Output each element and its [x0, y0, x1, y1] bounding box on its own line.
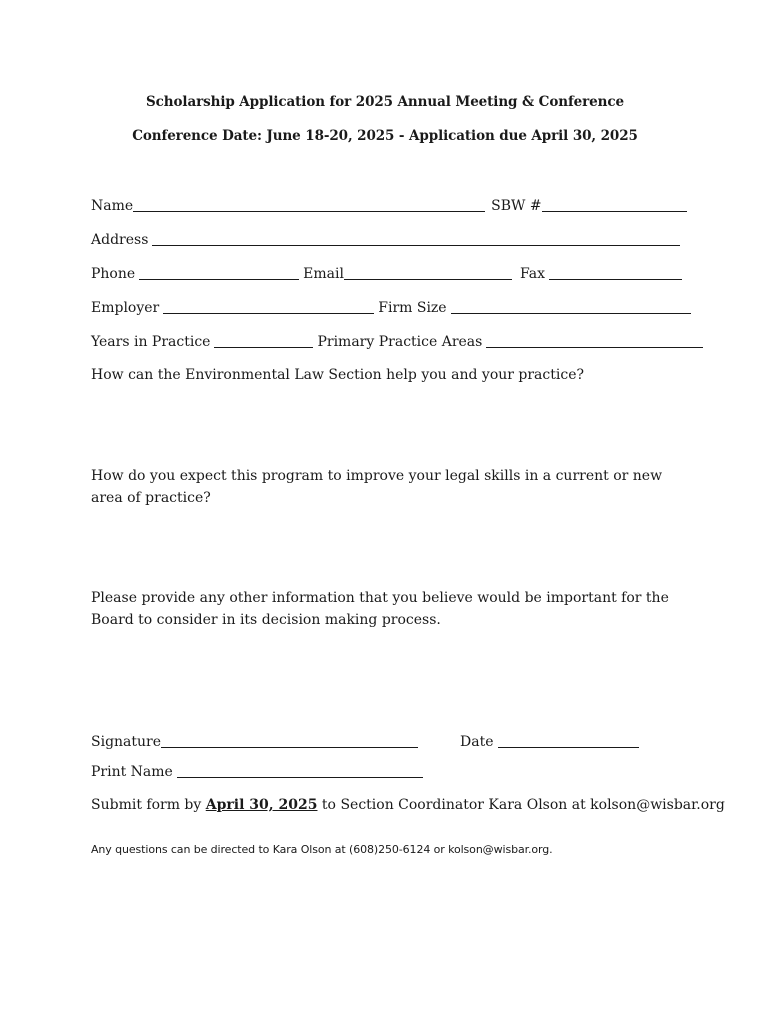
practice-row: [91, 331, 703, 351]
sbw-label: SBW #: [491, 198, 542, 214]
name-label: Name: [91, 198, 134, 214]
submit-suffix: to Section Coordinator Kara Olson at kolson@wisbar.org: [317, 797, 725, 813]
firm-size-field[interactable]: [451, 299, 691, 314]
question-section-help: How can the Environmental Law Section help you and your practice?: [91, 367, 584, 383]
date-field[interactable]: [498, 733, 639, 748]
practice-areas-label: Primary Practice Areas: [317, 334, 483, 350]
form-title: Scholarship Application for 2025 Annual Meeting & Conference: [146, 94, 624, 110]
phone-field[interactable]: [139, 265, 299, 280]
print-name-label: Print Name: [91, 764, 173, 780]
fax-field[interactable]: [549, 265, 682, 280]
sbw-number-field[interactable]: [542, 197, 687, 212]
date-label: Date: [460, 734, 494, 750]
name-sbw-row: [91, 195, 687, 215]
contact-row: [91, 263, 682, 283]
print-name-field[interactable]: [177, 763, 423, 778]
signature-label: Signature: [91, 734, 162, 750]
firm-size-label: Firm Size: [378, 300, 447, 316]
years-in-practice-label: Years in Practice: [91, 334, 211, 350]
fax-label: Fax: [519, 266, 545, 282]
conference-date-line: Conference Date: June 18-20, 2025 - Application due April 30, 2025: [132, 128, 638, 144]
address-row: [91, 229, 680, 249]
print-name-row: [91, 761, 423, 781]
submit-deadline: April 30, 2025: [205, 797, 318, 813]
years-in-practice-field[interactable]: [214, 333, 313, 348]
employer-label: Employer: [91, 300, 160, 316]
question-other-info: Please provide any other information that you believe would be important for the Board to consider in its decision making process.: [91, 590, 669, 628]
phone-label: Phone: [91, 266, 136, 282]
name-field[interactable]: [133, 197, 485, 212]
signature-row: [91, 731, 639, 751]
submit-prefix: Submit form by: [91, 797, 206, 813]
employer-row: [91, 297, 691, 317]
email-field[interactable]: [344, 265, 512, 280]
address-label: Address: [91, 232, 149, 248]
contact-note: Any questions can be directed to Kara Olson at (608)250-6124 or kolson@wisbar.org.: [91, 843, 553, 856]
address-field[interactable]: [152, 231, 680, 246]
signature-field[interactable]: [161, 733, 418, 748]
practice-areas-field[interactable]: [486, 333, 703, 348]
submit-instructions: [91, 797, 725, 813]
employer-field[interactable]: [163, 299, 374, 314]
email-label: Email: [303, 266, 344, 282]
question-improve-skills: How do you expect this program to improve your legal skills in a current or new area of practice?: [91, 468, 663, 506]
